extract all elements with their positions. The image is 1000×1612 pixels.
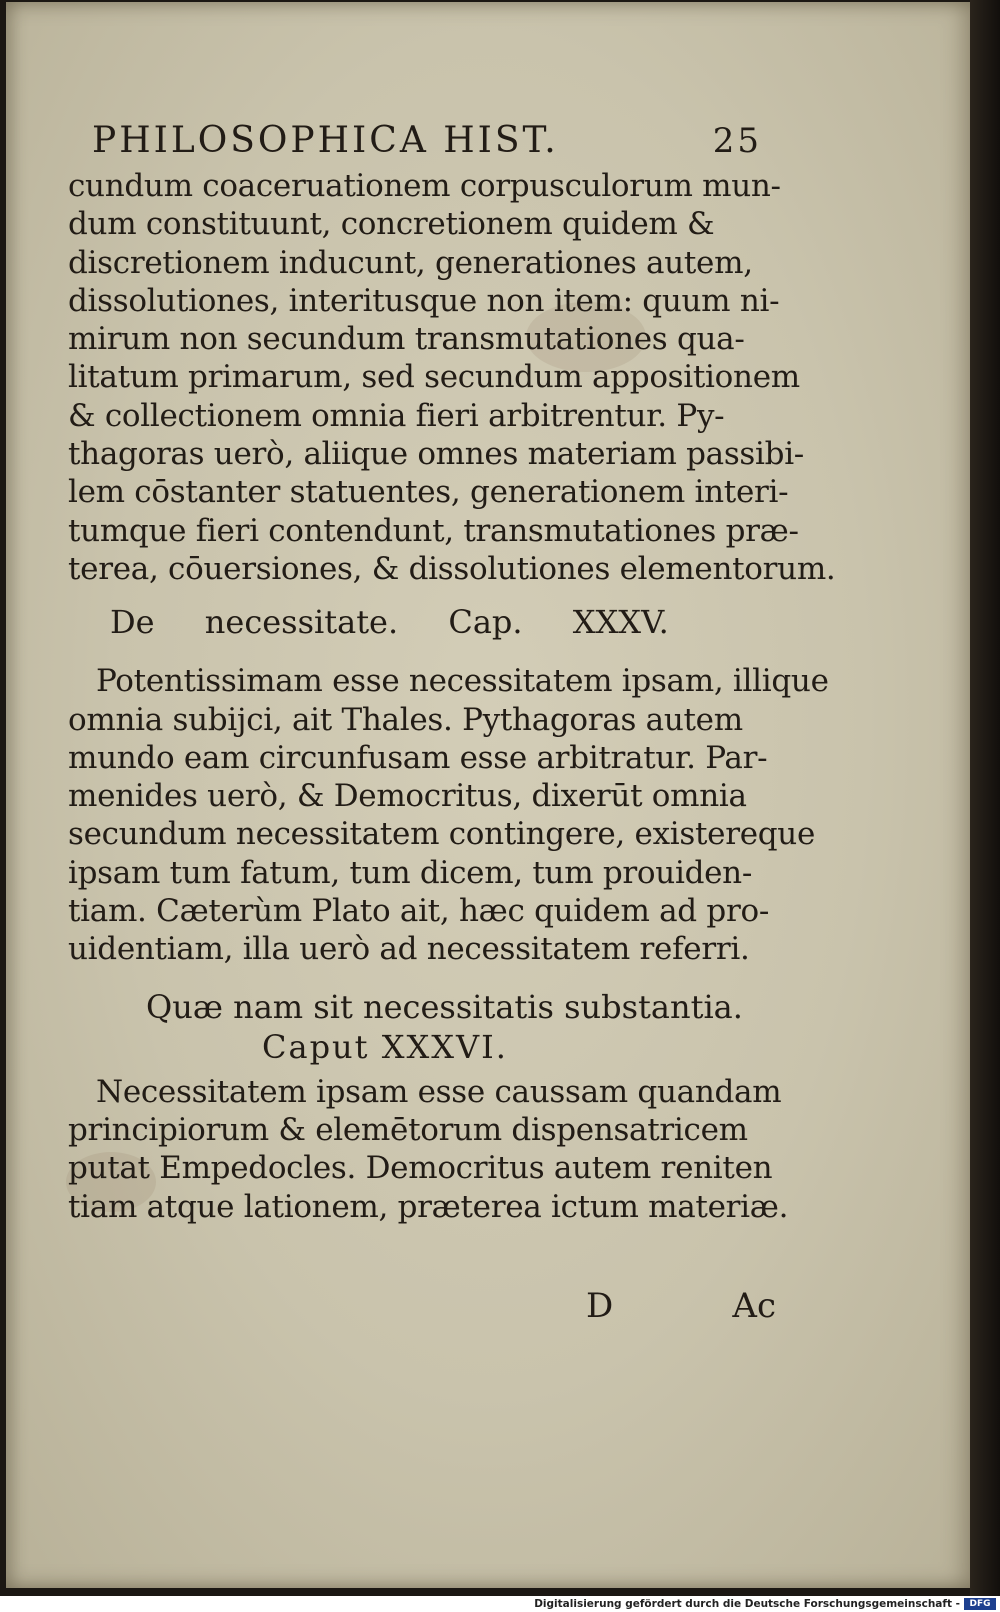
page-number: 25 bbox=[712, 121, 762, 161]
text-line: Necessitatem ipsam esse caussam quandam bbox=[96, 1073, 782, 1110]
text-line: secundum necessitatem contingere, existereque bbox=[68, 816, 816, 853]
book-page bbox=[6, 2, 974, 1588]
digitization-footer bbox=[0, 1596, 1000, 1612]
paragraph-3 bbox=[68, 1073, 788, 1226]
text-line: mundo eam circunfusam esse arbitratur. Par- bbox=[68, 739, 768, 776]
text-line: discretionem inducunt, generationes autem, bbox=[68, 244, 753, 281]
paragraph-2 bbox=[68, 662, 829, 968]
page-footer-marks bbox=[586, 1286, 776, 1326]
text-line: dum constituunt, concretionem quidem & bbox=[68, 206, 715, 243]
text-line: mirum non secundum transmutationes qua- bbox=[68, 321, 745, 358]
text-line: dissolutiones, interitusque non item: quum ni- bbox=[68, 282, 780, 319]
footer-credit: Digitalisierung gefördert durch die Deutsche Forschungsgemeinschaft - bbox=[534, 1598, 960, 1610]
page-edge-shadow bbox=[970, 0, 1000, 1596]
paragraph-1 bbox=[68, 167, 836, 588]
text-line: omnia subijci, ait Thales. Pythagoras autem bbox=[68, 701, 743, 738]
text-line: cundum coaceruationem corpusculorum mun- bbox=[68, 168, 781, 204]
text-line: putat Empedocles. Democritus autem reniten bbox=[68, 1150, 773, 1187]
text-line: litatum primarum, sed secundum appositionem bbox=[68, 359, 800, 396]
chapter-heading-36-number: Caput XXXVI. bbox=[262, 1027, 508, 1066]
text-line: lem cōstanter statuentes, generationem interi- bbox=[68, 474, 789, 511]
running-head bbox=[92, 120, 762, 161]
text-line: principiorum & elemētorum dispensatricem bbox=[68, 1111, 748, 1148]
text-line: menides uerò, & Democritus, dixerūt omnia bbox=[68, 778, 747, 815]
text-line: thagoras uerò, aliique omnes materiam passibi- bbox=[68, 436, 804, 473]
text-line: tumque fieri contendunt, transmutationes præ- bbox=[68, 512, 799, 549]
text-line: terea, cōuersiones, & dissolutiones elementorum. bbox=[68, 550, 836, 587]
running-head-title: PHILOSOPHICA HIST. bbox=[92, 120, 559, 161]
text-line: ipsam tum fatum, tum dicem, tum prouiden- bbox=[68, 854, 753, 891]
text-block bbox=[68, 120, 836, 1226]
text-line: Potentissimam esse necessitatem ipsam, illique bbox=[96, 663, 829, 700]
text-line: uidentiam, illa uerò ad necessitatem referri. bbox=[68, 931, 750, 968]
chapter-heading-36-title: Quæ nam sit necessitatis substantia. bbox=[146, 987, 743, 1026]
dfg-logo: DFG bbox=[964, 1598, 996, 1610]
text-line: & collectionem omnia fieri arbitrentur. Py- bbox=[68, 397, 725, 434]
signature-mark: D bbox=[586, 1286, 614, 1326]
catchword: Ac bbox=[732, 1286, 776, 1326]
text-line: tiam atque lationem, præterea ictum materiæ. bbox=[68, 1188, 789, 1225]
chapter-heading-35: De necessitate. Cap. XXXV. bbox=[110, 603, 669, 642]
text-line: tiam. Cæterùm Plato ait, hæc quidem ad pro- bbox=[68, 893, 770, 930]
